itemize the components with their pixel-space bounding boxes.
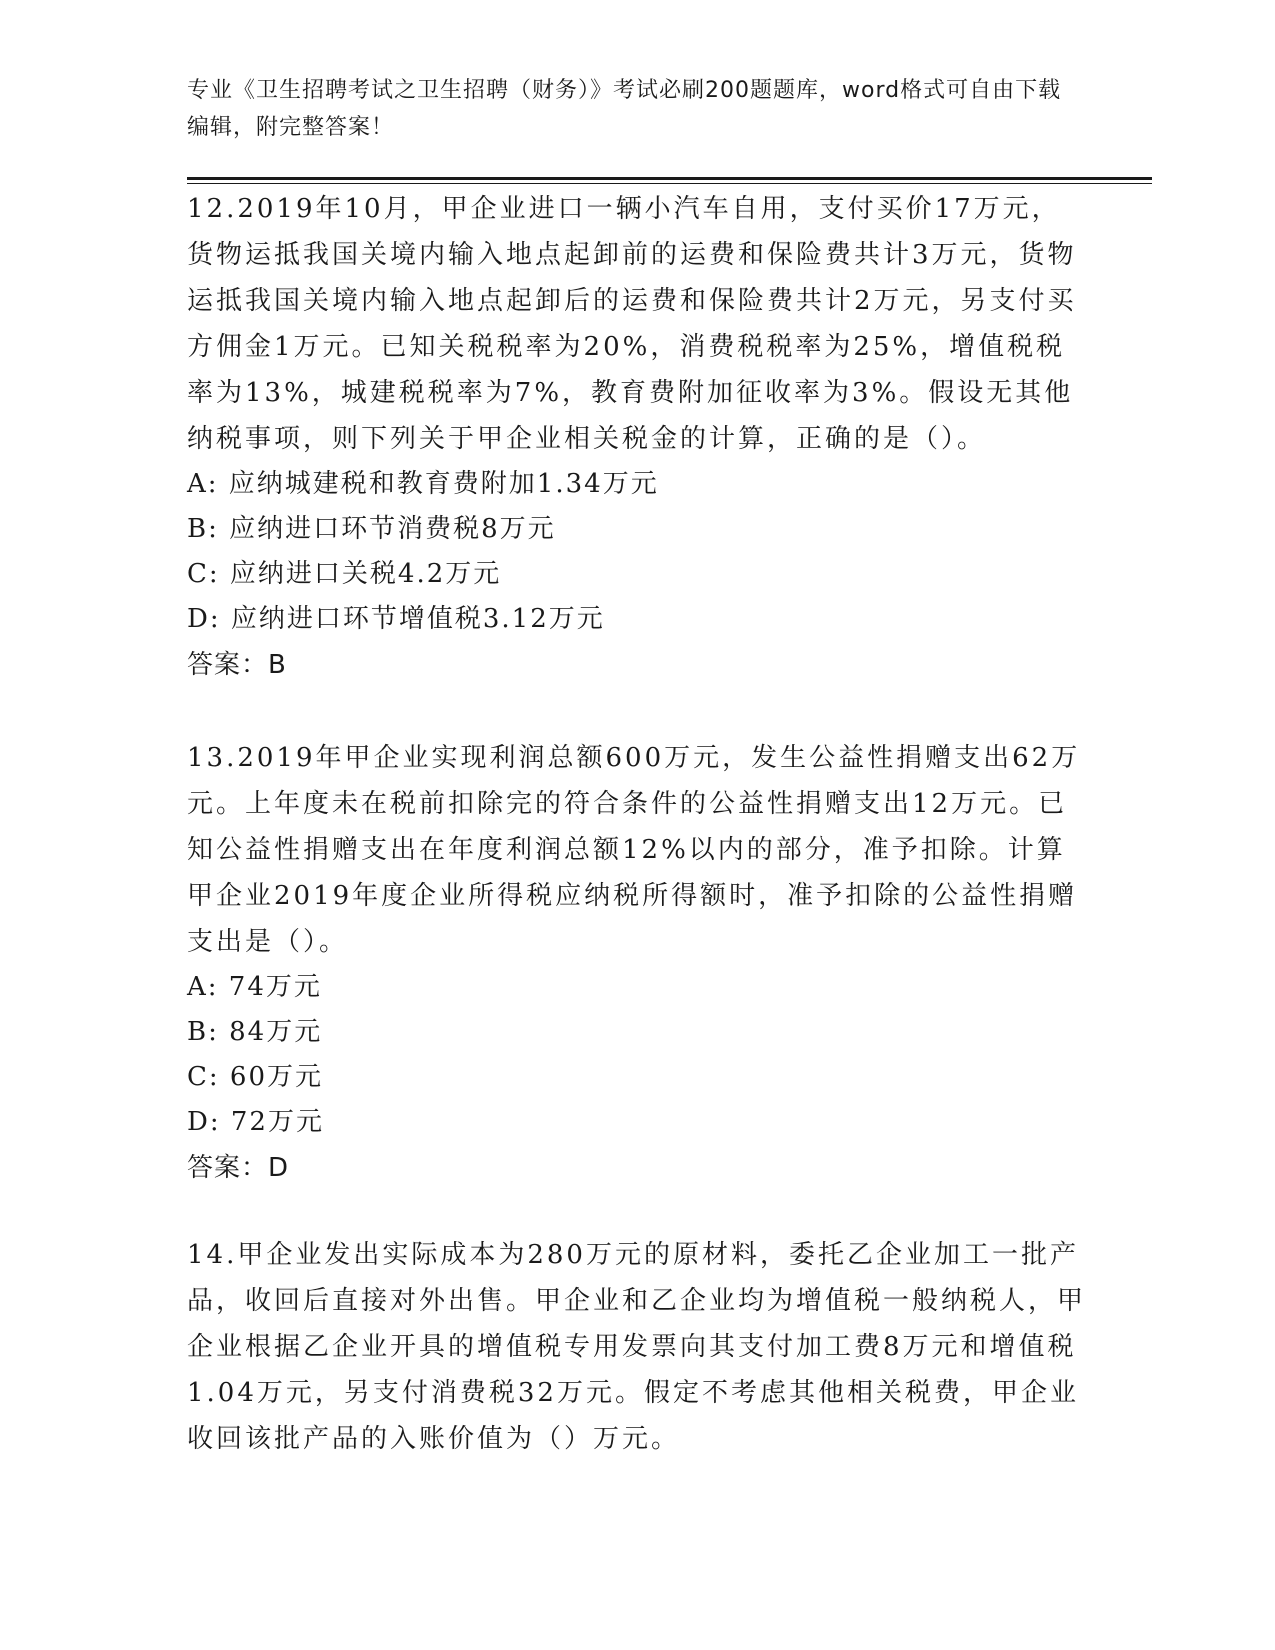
document-header-title: 专业《卫生招聘考试之卫生招聘（财务）》考试必刷200题题库，word格式可自由下载编辑，附完整答案！ — [187, 78, 1062, 140]
option-b: B: 84万元 — [187, 1017, 323, 1047]
answer-label: 答案：D — [187, 1153, 290, 1183]
question-14 — [187, 1232, 1087, 1462]
option-c: C: 应纳进口关税4.2万元 — [187, 559, 502, 589]
question-stem: 12.2019年10月，甲企业进口一辆小汽车自用，支付买价17万元，货物运抵我国关境内输入地点起卸前的运费和保险费共计3万元，货物运抵我国关境内输入地点起卸后的运费和保险费共计2万元，另支付买方佣金1万元。已知关税税率为20%，消费税税率为25%，增值税税率为13%，城建税税率为7%，教育费附加征收率为3%。假设无其他纳税事项，则下列关于甲企业相关税金的计算，正确的是（）。 — [187, 194, 1077, 454]
option-d: D: 应纳进口环节增值税3.12万元 — [187, 604, 605, 634]
question-12 — [187, 186, 1087, 688]
option-a: A: 74万元 — [187, 972, 322, 1002]
option-b: B: 应纳进口环节消费税8万元 — [187, 514, 556, 544]
header-divider-thick — [187, 177, 1152, 180]
option-c: C: 60万元 — [187, 1062, 324, 1092]
question-13 — [187, 735, 1087, 1191]
option-a: A: 应纳城建税和教育费附加1.34万元 — [187, 469, 659, 499]
answer-label: 答案：B — [187, 650, 287, 680]
header-divider-thin — [187, 183, 1152, 184]
question-stem: 13.2019年甲企业实现利润总额600万元，发生公益性捐赠支出62万元。上年度未在税前扣除完的符合条件的公益性捐赠支出12万元。已知公益性捐赠支出在年度利润总额12%以内的部分，准予扣除。计算甲企业2019年度企业所得税应纳税所得额时，准予扣除的公益性捐赠支出是（）。 — [187, 743, 1081, 957]
question-stem: 14.甲企业发出实际成本为280万元的原材料，委托乙企业加工一批产品，收回后直接对外出售。甲企业和乙企业均为增值税一般纳税人，甲企业根据乙企业开具的增值税专用发票向其支付加工费8万元和增值税1.04万元，另支付消费税32万元。假定不考虑其他相关税费，甲企业收回该批产品的入账价值为（）万元。 — [187, 1240, 1087, 1454]
option-d: D: 72万元 — [187, 1107, 324, 1137]
